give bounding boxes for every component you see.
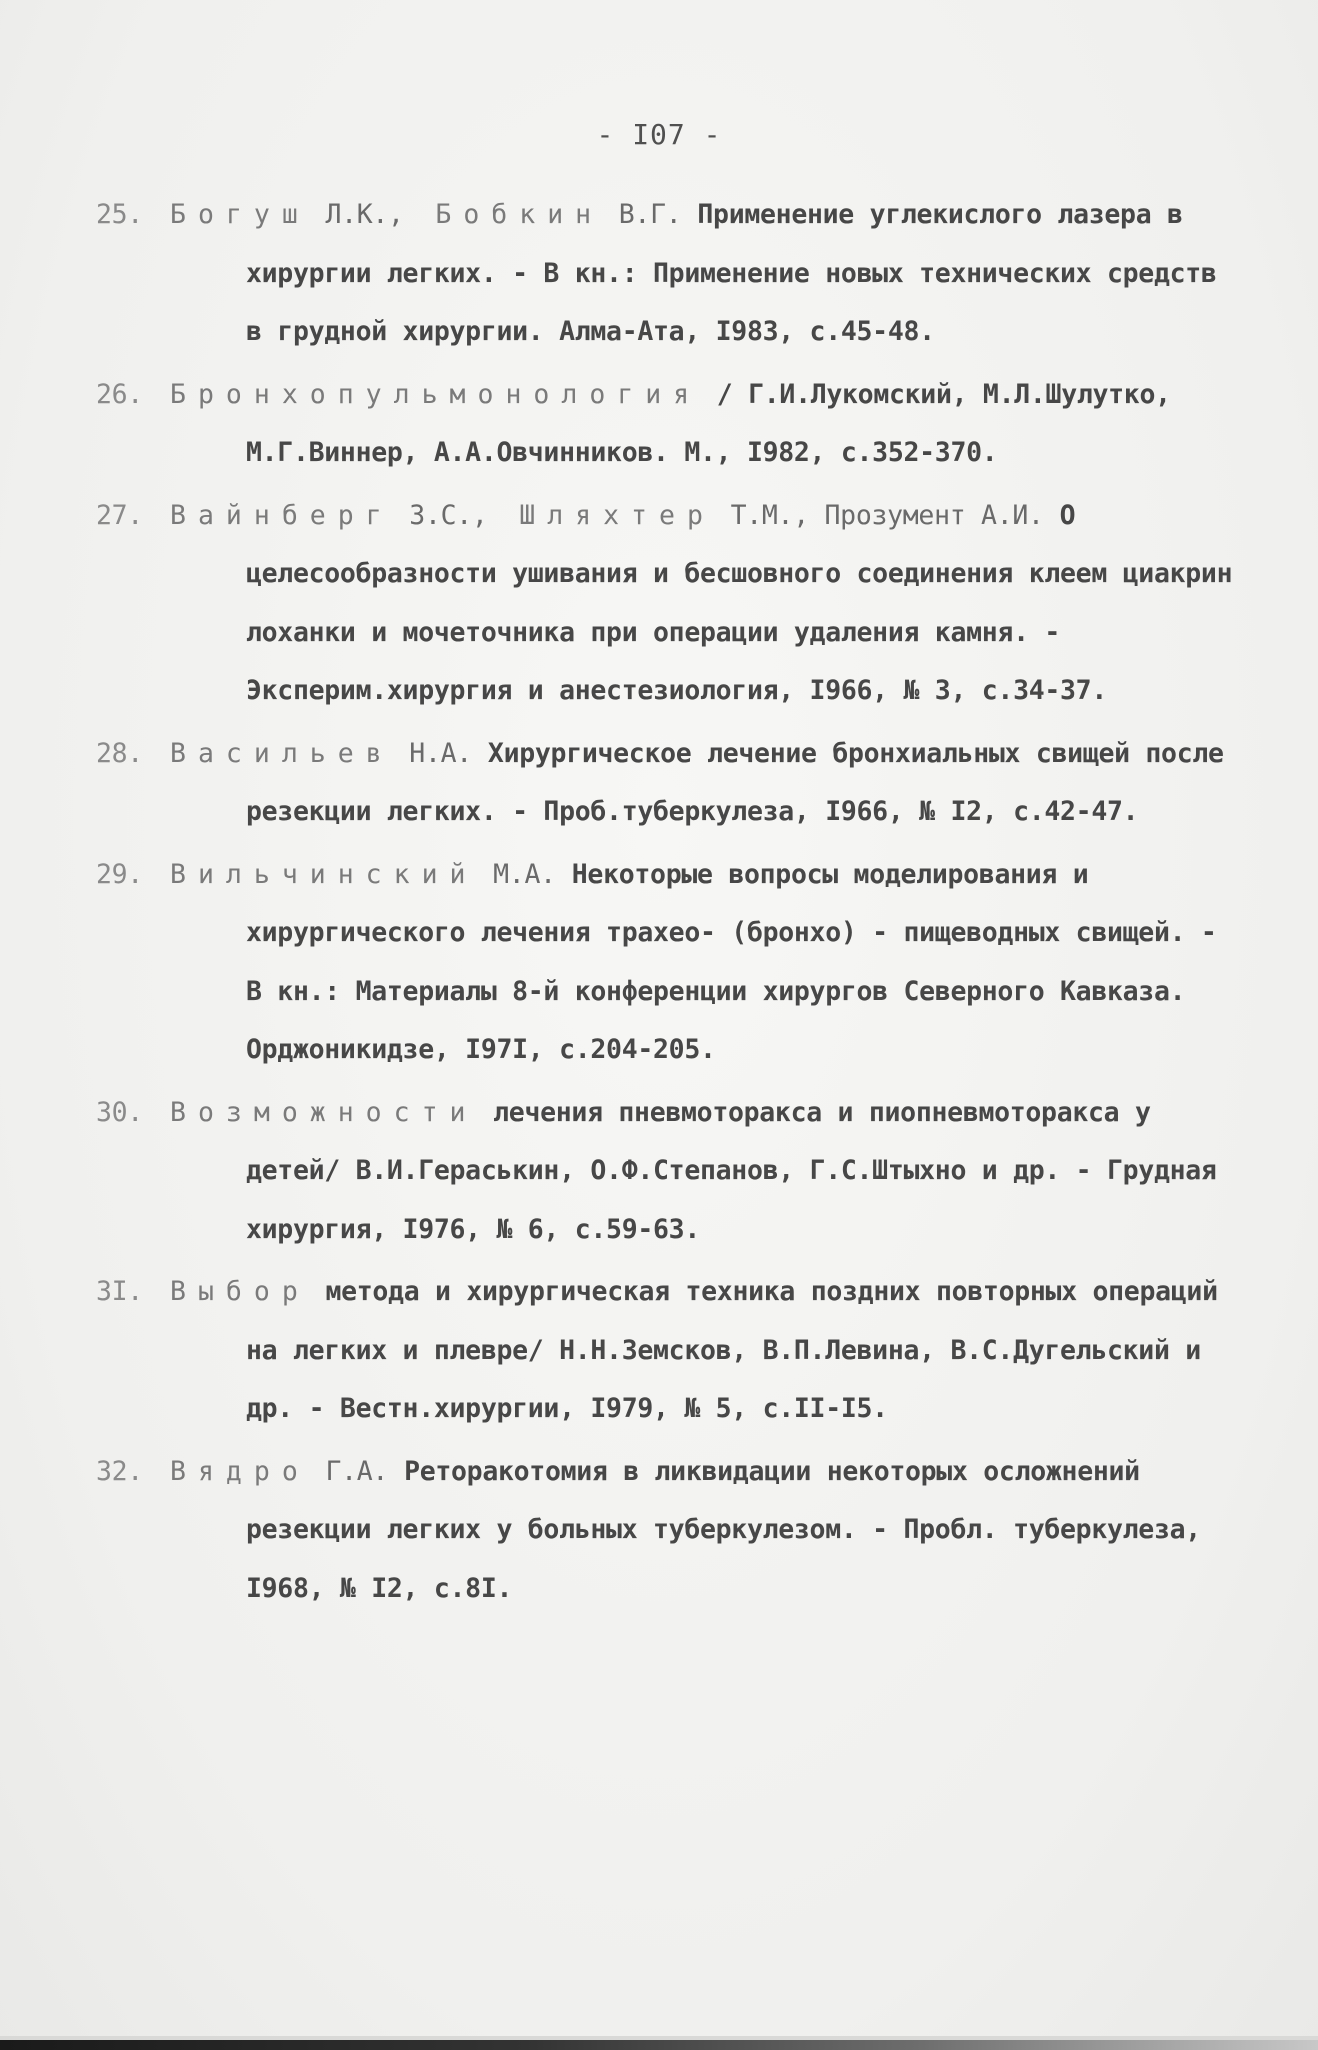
reference-item [96,1443,1246,1619]
reference-initials-2: Т.М., Прозумент А.И. [730,499,1044,531]
reference-text: Хирургическое лечение бронхиальных свищей после резекции легких. - Проб.туберкулеза, I966, № I2, с.42-47. [246,737,1224,827]
reference-author: Вядро [170,1455,310,1487]
reference-text: Реторакотомия в ликвидации некоторых осложнений резекции легких у больных туберкулезом. - Пробл. туберкулеза, I968, № I2, с.8I. [246,1455,1201,1604]
reference-body [170,846,1246,1080]
reference-body [170,366,1246,483]
reference-author: Богуш [170,199,310,230]
reference-number: 3I. [96,1276,143,1307]
reference-body [170,725,1246,842]
reference-item [96,487,1246,721]
reference-number: 25. [96,199,143,230]
reference-author: Выбор [170,1276,310,1307]
reference-author: Возможности [170,1096,478,1128]
reference-item [96,1084,1246,1260]
reference-initials-2: В.Г. [618,199,682,230]
reference-initials: З.С., [409,499,488,531]
reference-initials: Л.К., [325,199,404,230]
reference-initials: Н.А. [409,737,472,769]
reference-body [170,1084,1246,1260]
reference-initials: М.А. [493,858,556,890]
reference-text: лечения пневмоторакса и пиопневмоторакса у детей/ В.И.Гераськин, О.Ф.Степанов, Г.С.Штыхно и др. - Грудная хирургия, I976, № 6, с.59-63. [246,1096,1217,1245]
reference-item [96,1263,1246,1439]
reference-initials: Г.А. [325,1455,389,1487]
reference-number: 27. [96,499,143,531]
reference-author: Бронхопульмонология [170,378,702,410]
reference-text: / Г.И.Лукомский, М.Л.Шулутко, М.Г.Виннер, А.А.Овчинников. М., I982, с.352-370. [246,378,1171,468]
reference-author-2: Шляхтер [519,499,715,531]
reference-item [96,186,1246,362]
reference-number: 28. [96,737,143,769]
reference-text: метода и хирургическая техника поздних повторных операций на легких и плевре/ Н.Н.Земсков, В.П.Левина, В.С.Дугельский и др. - Вестн.хирургии, I979, № 5, с.II-I5. [246,1276,1218,1424]
reference-body [170,1263,1246,1439]
reference-body [170,1443,1246,1619]
scan-shadow-bar [0,2040,1318,2050]
reference-text: Применение углекислого лазера в хирургии легких. - В кн.: Применение новых технических средств в грудной хирургии. Алма-Ата, I983, с.45-48. [246,199,1217,347]
page-number: - I07 - [596,118,722,151]
reference-number: 32. [96,1455,143,1487]
reference-body [170,186,1246,362]
reference-body [170,487,1246,721]
reference-number: 29. [96,858,143,890]
reference-item [96,725,1246,842]
reference-text: Некоторые вопросы моделирования и хирургического лечения трахео- (бронхо) - пищеводных свищей. - В кн.: Материалы 8-й конференции хирургов Северного Кавказа. Орджоникидзе, I97I, с.204-205. [246,858,1217,1065]
reference-number: 30. [96,1096,143,1128]
reference-author: Васильев [170,737,394,769]
reference-item [96,846,1246,1080]
reference-text: О целесообразности ушивания и бесшовного соединения клеем циакрин лоханки и мочеточника при операции удаления камня. - Эксперим.хирургия и анестезиология, I966, № 3, с.34-37. [246,499,1233,706]
reference-author: Вайнберг [170,499,394,531]
reference-list [96,186,1246,1618]
reference-item [96,366,1246,483]
reference-number: 26. [96,378,143,410]
reference-author-2: Бобкин [435,199,604,230]
reference-author: Вильчинский [170,858,478,890]
